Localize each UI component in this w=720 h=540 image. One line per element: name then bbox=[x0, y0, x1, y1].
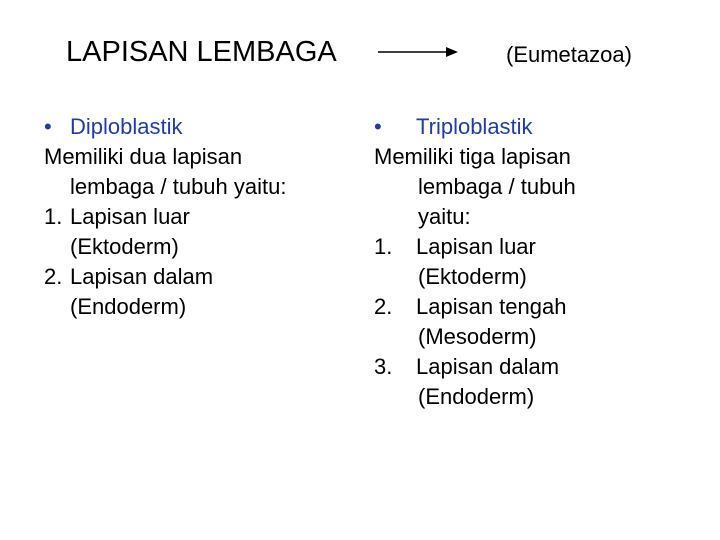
list-text: Lapisan dalam bbox=[70, 264, 214, 289]
list-subtext: (Endoderm) bbox=[418, 384, 535, 409]
list-subtext: (Ektoderm) bbox=[70, 234, 179, 259]
description-line: Memiliki dua lapisan bbox=[44, 144, 243, 169]
list-subtext: (Mesoderm) bbox=[418, 324, 537, 349]
description-line: yaitu: bbox=[418, 204, 471, 229]
list-subtext: (Endoderm) bbox=[70, 294, 187, 319]
triploblastik-column bbox=[374, 112, 714, 412]
heading-text: Triploblastik bbox=[416, 114, 533, 139]
arrow-right-icon bbox=[378, 40, 460, 64]
list-subtext: (Ektoderm) bbox=[418, 264, 527, 289]
list-number: 3. bbox=[374, 354, 393, 379]
bullet-icon: • bbox=[44, 114, 52, 139]
diploblastik-heading bbox=[44, 112, 364, 142]
list-item bbox=[44, 202, 364, 232]
diploblastik-column bbox=[44, 112, 364, 322]
heading-text: Diploblastik bbox=[70, 114, 183, 139]
list-text: Lapisan luar bbox=[416, 234, 536, 259]
triploblastik-heading bbox=[374, 112, 714, 142]
list-number: 1. bbox=[374, 234, 393, 259]
list-item bbox=[44, 262, 364, 292]
list-number: 1. bbox=[44, 204, 63, 229]
description-line: lembaga / tubuh bbox=[418, 174, 576, 199]
page-title: LAPISAN LEMBAGA bbox=[66, 36, 337, 68]
list-text: Lapisan tengah bbox=[416, 294, 567, 319]
description-line: Memiliki tiga lapisan bbox=[374, 144, 571, 169]
subtitle: (Eumetazoa) bbox=[506, 42, 632, 67]
list-number: 2. bbox=[44, 264, 63, 289]
description-line: lembaga / tubuh yaitu: bbox=[70, 174, 287, 199]
list-number: 2. bbox=[374, 294, 393, 319]
list-item bbox=[374, 352, 714, 382]
list-item bbox=[374, 292, 714, 322]
list-text: Lapisan luar bbox=[70, 204, 190, 229]
bullet-icon: • bbox=[374, 114, 382, 139]
list-item bbox=[374, 232, 714, 262]
list-text: Lapisan dalam bbox=[416, 354, 560, 379]
